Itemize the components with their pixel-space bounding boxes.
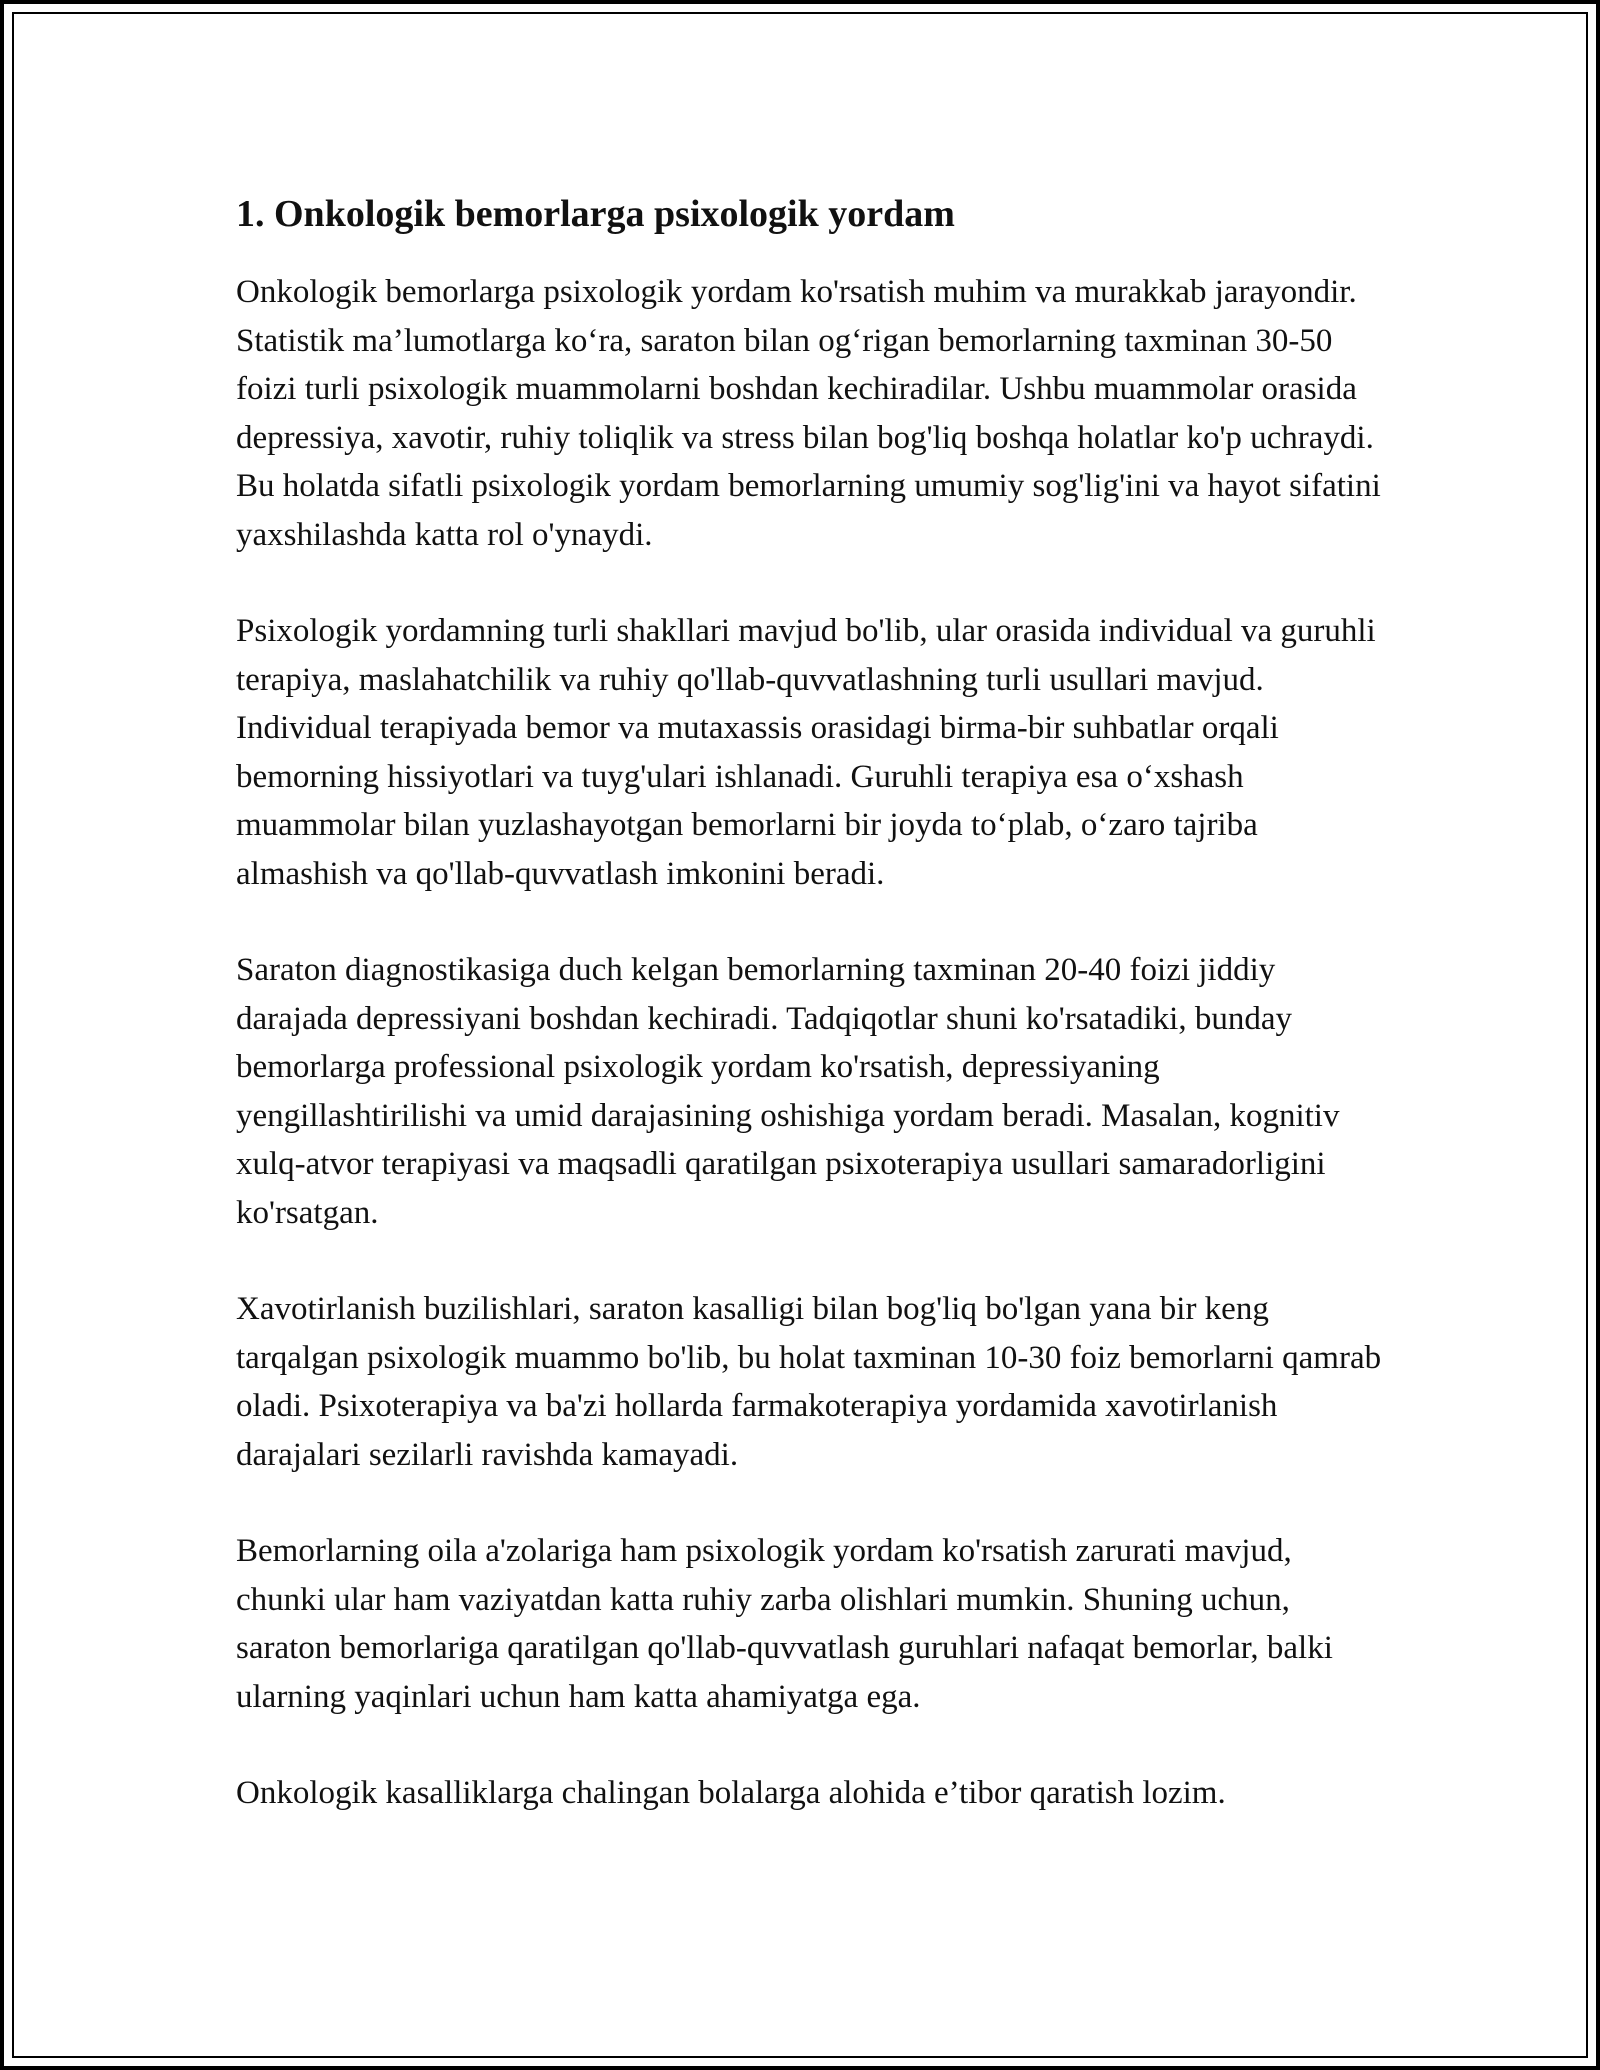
paragraph-1: Onkologik bemorlarga psixologik yordam ko'rsatish muhim va murakkab jarayondir. Statistik ma’lumotlarga ko‘ra, saraton bilan og‘rigan bemorlarning taxminan 30-50 foizi turli psixologik muammolarni boshdan kechiradilar. Ushbu muammolar orasida depressiya, xavotir, ruhiy toliqlik va stress bilan bog'liq boshqa holatlar ko'p uchraydi. Bu holatda sifatli psixologik yordam bemorlarning umumiy sog'lig'ini va hayot sifatini yaxshilashda katta rol o'ynaydi. [236, 274, 1381, 553]
paragraph-2: Psixologik yordamning turli shakllari mavjud bo'lib, ular orasida individual va guruhli terapiya, maslahatchilik va ruhiy qo'llab-quvvatlashning turli usullari mavjud. Individual terapiyada bemor va mutaxassis orasidagi birma-bir suhbatlar orqali bemorning hissiyotlari va tuyg'ulari ishlanadi. Guruhli terapiya esa o‘xshash muammolar bilan yuzlashayotgan bemorlarni bir joyda to‘plab, o‘zaro tajriba almashish va qo'llab-quvvatlash imkonini beradi. [236, 613, 1376, 892]
paragraph-5: Bemorlarning oila a'zolariga ham psixologik yordam ko'rsatish zarurati mavjud, chunki ular ham vaziyatdan katta ruhiy zarba olishlari mumkin. Shuning uchun, saraton bemorlariga qaratilgan qo'llab-quvvatlash guruhlari nafaqat bemorlar, balki ularning yaqinlari uchun ham katta ahamiyatga ega. [236, 1533, 1333, 1715]
paragraph-3: Saraton diagnostikasiga duch kelgan bemorlarning taxminan 20-40 foizi jiddiy darajada depressiyani boshdan kechiradi. Tadqiqotlar shuni ko'rsatadiki, bunday bemorlarga professional psixologik yordam ko'rsatish, depressiyaning yengillashtirilishi va umid darajasining oshishiga yordam beradi. Masalan, kognitiv xulq-atvor terapiyasi va maqsadli qaratilgan psixoterapiya usullari samaradorligini ko'rsatgan. [236, 952, 1340, 1231]
document-body [236, 186, 1386, 1866]
paragraph-6: Onkologik kasalliklarga chalingan bolalarga alohida e’tibor qaratish lozim. [236, 1775, 1226, 1811]
paragraph-4: Xavotirlanish buzilishlari, saraton kasalligi bilan bog'liq bo'lgan yana bir keng tarqalgan psixologik muammo bo'lib, bu holat taxminan 10-30 foiz bemorlarni qamrab oladi. Psixoterapiya va ba'zi hollarda farmakoterapiya yordamida xavotirlanish darajalari sezilarli ravishda kamayadi. [236, 1291, 1382, 1473]
section-heading: 1. Onkologik bemorlarga psixologik yordam [236, 193, 955, 235]
